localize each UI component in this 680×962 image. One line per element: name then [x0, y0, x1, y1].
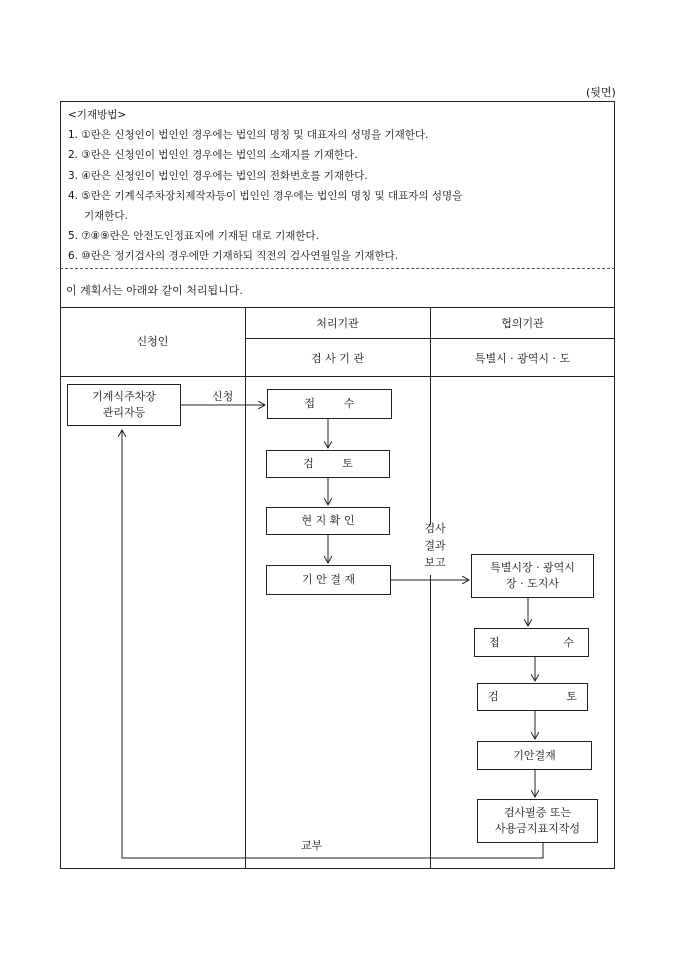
certificate-box-line: 검사필증 또는: [503, 806, 572, 819]
review-box-2: [477, 683, 588, 711]
header-inspection-agency: 검 사 기 관: [311, 352, 364, 365]
draft-approval-box-2: 기안결재: [477, 741, 592, 770]
header-applicant: 신청인: [136, 335, 169, 348]
applicant-box-line: 관리자등: [102, 406, 146, 419]
instruction-item: 5. ⑦⑧⑨란은 안전도인정표지에 기재된 대로 기재한다.: [68, 230, 319, 243]
instruction-item: 4. ⑤란은 기계식주차장치제작자등이 법인인 경우에는 법인의 명칭 및 대표자의 성명을: [68, 189, 463, 202]
mayor-box-line: 특별시장 · 광역시: [490, 561, 575, 574]
report-label-line: 보고: [424, 556, 446, 569]
issue-label: 교부: [301, 839, 323, 852]
review-box-char: 토: [342, 457, 353, 470]
instructions-heading: <기재방법>: [68, 109, 127, 121]
instruction-item-continued: 기재한다.: [84, 210, 128, 223]
header-processing: 처리기관: [316, 317, 359, 330]
instruction-item: 2. ③란은 신청인이 법인인 경우에는 법인의 소재지를 기재한다.: [68, 149, 358, 162]
mayor-governor-box: [471, 554, 594, 598]
applicant-box: [67, 384, 181, 426]
certificate-box-line: 사용금지표지작성: [494, 822, 580, 835]
certificate-box: [477, 799, 598, 843]
instruction-item: 6. ⑩란은 정기검사의 경우에만 기재하되 직전의 검사연월일을 기재한다.: [68, 250, 399, 263]
site-check-box: 현 지 확 인: [266, 507, 390, 535]
review-box: [266, 450, 390, 478]
receive-box-char: 접: [304, 397, 316, 410]
review-box-2-char: 토: [566, 690, 577, 703]
process-notice: 이 계획서는 아래와 같이 처리됩니다.: [66, 284, 243, 297]
receive-box-2: [474, 628, 589, 657]
receive-box-2-char: 수: [563, 635, 574, 649]
receive-box: [267, 389, 392, 419]
header-city-province: 특별시 · 광역시 · 도: [474, 352, 571, 365]
instruction-item: 1. ①란은 신청인이 법인인 경우에는 법인의 명칭 및 대표자의 성명을 기재한다.: [68, 129, 429, 142]
apply-label: 신청: [212, 390, 234, 403]
report-label-line: 결과: [424, 539, 446, 552]
review-box-2-char: 검: [488, 690, 499, 703]
receive-box-char: 수: [343, 397, 355, 410]
instruction-item: 3. ④란은 신청인이 법인인 경우에는 법인의 전화번호를 기재한다.: [68, 169, 368, 182]
draft-approval-box: 기 안 결 재: [266, 565, 391, 595]
mayor-box-line: 장 · 도지사: [506, 577, 559, 590]
report-label-line: 검사: [424, 522, 446, 535]
report-label: [421, 520, 449, 571]
header-consult: 협의기관: [501, 317, 544, 330]
review-box-char: 검: [303, 457, 314, 470]
receive-box-2-char: 접: [489, 635, 500, 649]
applicant-box-line: 기계식주차장: [92, 390, 156, 403]
page-side-label: (뒷면): [586, 86, 616, 99]
